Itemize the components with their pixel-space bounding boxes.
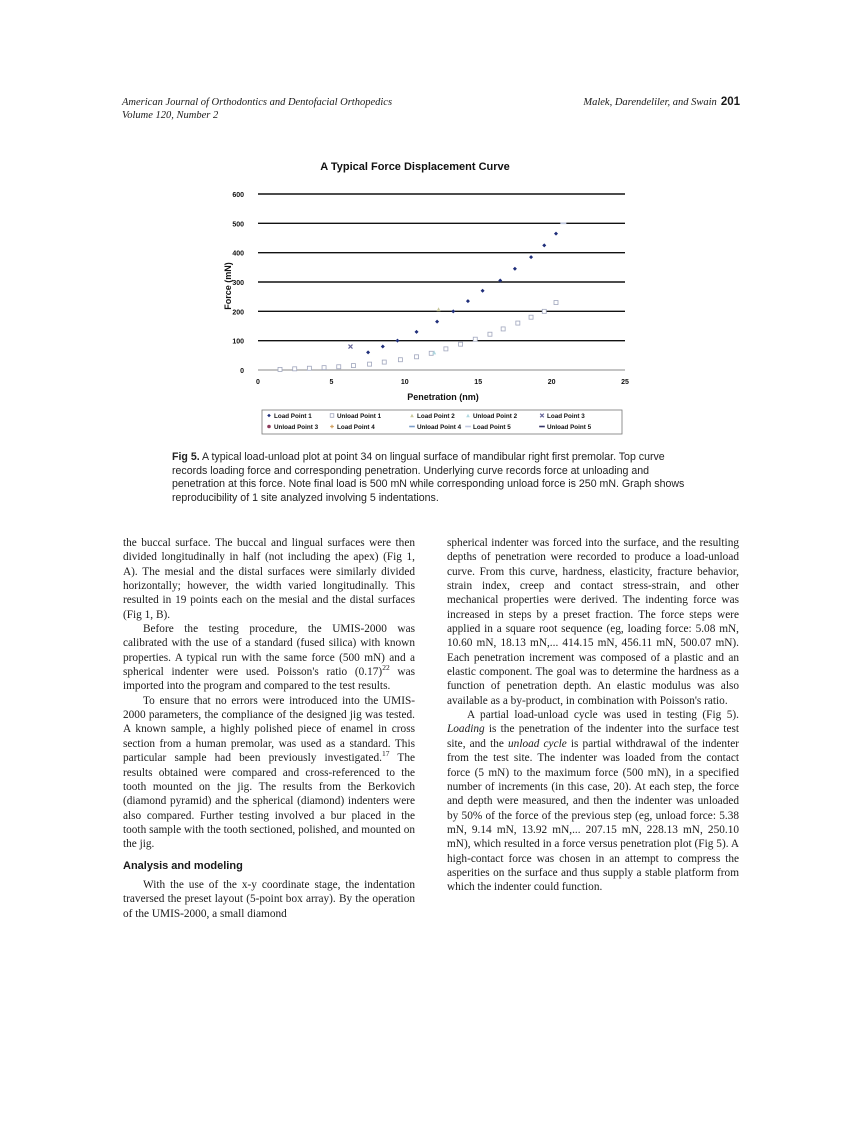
data-point [415,330,419,334]
legend-marker [267,425,271,429]
chart-title: A Typical Force Displacement Curve [320,161,510,173]
paragraph: spherical indenter was forced into the surface, and the resulting depths of penetration were recorded to produce a load-unload curve. From this curve, hardness, elasticity, fracture behavior, strain index, creep and contact stress-strain, and other mechanical properties were derived. The indenting force was increased in steps by a preset fraction. The force steps were applied in a square root sequence (eg, loading force: 5.08 mN, 10.60 mN, 18.13 mN,... 414.15 mN, 456.11 mN, 500.07 mN). Each penetration increment was composed of a plastic and an elastic component. The goal was to determine the hardness as a function of penetration depth. An elastic modulus was also available as a by-product, in combination with Poisson's ratio. [447,537,739,707]
running-header-journal [122,96,392,122]
text-run: The results obtained were compared and cross-referenced to the tooth mounted on the jig. The results from the Berkovich (diamond pyramid) and the spherical (diamond) indenters were also compared. Further testing involved a bur placed in the tooth sample with the tooth sectioned, polished, and mounted on the jig. [123,752,415,851]
paragraph [447,708,739,894]
legend-entry: Unload Point 2 [473,413,518,420]
data-point [529,255,533,259]
right-column [447,536,739,895]
force-displacement-chart [215,152,645,442]
data-point [473,337,477,341]
x-tick-labels [256,379,629,386]
data-point [554,232,558,236]
italic-term: unload cycle [508,737,567,750]
data-point [322,366,326,370]
figure-label: Fig 5. [172,451,200,463]
data-point [278,367,282,371]
citation: 22 [382,663,390,673]
data-point [398,358,402,362]
page-number: 201 [720,96,740,108]
text-run: Before the testing procedure, the UMIS-2000 was calibrated with the use of a standard (fused silica) with known properties. A typical run with the same force (500 mN) and a spherical indenter were used. Poisson's ratio (0.17) [123,623,415,679]
data-point [459,342,463,346]
text-run: is the penetration of the indenter into the surface test site, and the [447,723,739,750]
y-tick-label: 400 [232,250,244,258]
data-point [516,321,520,325]
legend-entry: Load Point 2 [417,413,455,420]
y-tick-label: 200 [232,309,244,317]
legend-entry: Unload Point 3 [274,424,319,431]
data-point [351,364,355,368]
data-point [348,345,352,349]
data-point [488,332,492,336]
x-tick-label: 10 [400,379,409,386]
legend-entry: Unload Point 5 [547,424,592,431]
data-point [466,299,470,303]
data-point [529,315,533,319]
x-tick-label: 25 [621,379,629,386]
y-axis-label: Force (mN) [223,262,233,310]
legend-entry: Load Point 1 [274,413,312,420]
left-column [123,536,415,921]
y-tick-label: 0 [240,368,244,375]
figure-caption [172,451,692,505]
data-point [554,301,558,305]
data-point [513,267,517,271]
data-point [395,339,399,343]
data-point [381,345,385,349]
citation: 17 [381,749,390,759]
figure-caption-text: A typical load-unload plot at point 34 on lingual surface of mandibular right first premolar. Top curve records loading force and corresponding penetration. Underlying curve records force at unloading and penetration at this force. Note final load is 500 mN while corresponding unload force is 250 mN. Graph shows reproducibility of 1 site analyzed involving 5 indentations. [172,451,685,504]
data-point [451,309,455,313]
data-point [501,327,505,331]
data-point [542,243,546,247]
text-run: is partial withdrawal of the indenter from the test site. The indenter was loaded from the contact force (5 mN) to the maximum force (500 mN), in a specified number of increments (in this case, 20). At each step, the force and depth were measured, and then the indenter was unloaded by 50% of the force of the previous step (eg, unload force: 5.38 mN, 9.14 mN, 13.92 mN,... 207.15 mN, 228.13 mN, 250.10 mN), which resulted in a force versus penetration plot (Fig 5). A high-contact force was chosen in an attempt to compress the asperities on the surface and thus supply a stable platform from which the indenter could function. [447,737,739,894]
legend-entry: Load Point 5 [473,424,511,431]
data-point [366,350,370,354]
paragraph: the buccal surface. The buccal and lingual surfaces were then divided longitudinally in half (not including the apex) (Fig 1, A). The mesial and the distal surfaces were similarly divided horizontally; however, the width varied longitudinally. This resulted in 19 points each on the mesial and the distal surfaces (Fig 1, B). [123,537,415,621]
y-tick-label: 500 [232,221,244,229]
data-point [337,365,341,369]
y-tick-labels [232,192,244,375]
legend-marker [330,414,334,418]
data-point [444,347,448,351]
data-point [435,320,439,324]
data-point [307,366,311,370]
section-heading: Analysis and modeling [123,859,243,872]
y-tick-label: 300 [232,280,244,287]
data-points [278,223,566,371]
data-point [542,309,546,313]
text-run: To ensure that no errors were introduced into the UMIS-2000 parameters, the compliance of the designed jig was tested. A known sample, a highly polished piece of enamel in cross section from a human premolar, was used as a standard. This particular sample had been previously investigated. [123,694,415,765]
journal-volume: Volume 120, Number 2 [122,110,219,121]
authors: Malek, Darendeliler, and Swain [583,97,717,108]
paragraph [123,694,415,852]
y-tick-label: 600 [232,192,244,199]
x-tick-label: 0 [256,379,260,386]
data-point [382,360,386,364]
legend [262,410,622,434]
legend-entry: Unload Point 1 [337,413,382,420]
paragraph [123,622,415,694]
paragraph: With the use of the x-y coordinate stage, the indentation traversed the preset layout (5-point box array). By the operation of the UMIS-2000, a small diamond [123,878,415,920]
data-point [429,351,433,355]
y-tick-label: 100 [232,338,244,346]
data-point [481,289,485,293]
italic-term: Loading [447,723,485,736]
x-axis-label: Penetration (nm) [407,392,479,402]
journal-title: American Journal of Orthodontics and Dentofacial Orthopedics [122,97,393,108]
x-tick-label: 15 [474,379,483,386]
data-point [437,307,441,311]
grid-lines [258,194,625,341]
legend-entry: Unload Point 4 [417,424,462,431]
text-run: was imported into the program and compared to the test results. [123,666,415,693]
x-tick-label: 20 [547,379,556,386]
data-point [415,355,419,359]
legend-entry: Load Point 4 [337,424,375,431]
data-point [368,362,372,366]
text-run: A partial load-unload cycle was used in testing (Fig 5). [467,709,739,722]
data-point [293,367,297,371]
legend-entry: Load Point 3 [547,413,585,420]
x-tick-label: 5 [329,379,334,386]
running-header-authors [583,96,740,108]
